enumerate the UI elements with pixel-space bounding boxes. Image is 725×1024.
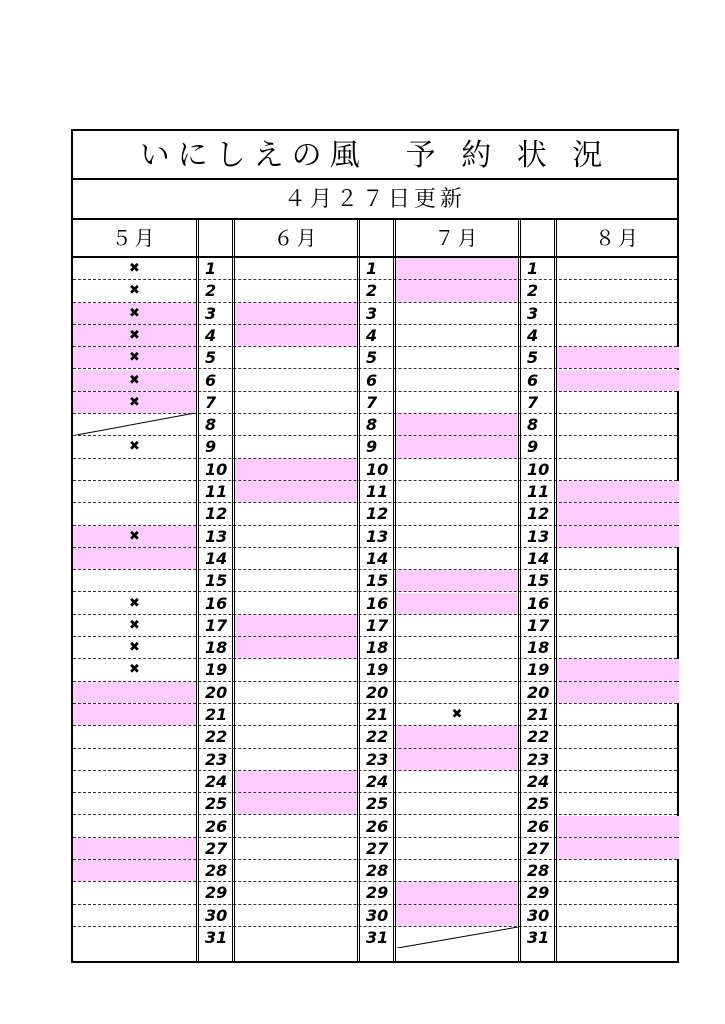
day-number: 8: [366, 415, 378, 435]
update-date: ４月２７日更新: [73, 180, 677, 220]
july-cell: [396, 726, 518, 747]
day-number: 2: [527, 281, 539, 301]
day-number: 16: [205, 593, 228, 613]
day-number: 31: [527, 928, 550, 947]
booked-mark-icon: ✖: [129, 350, 140, 366]
day-number: 28: [366, 861, 389, 881]
may-cell: [73, 659, 196, 680]
july-cell: [396, 749, 518, 770]
august-cell: [557, 481, 679, 502]
day-number: 29: [527, 883, 550, 903]
june-cell: [235, 659, 357, 680]
day-number: 11: [527, 482, 550, 501]
column-divider: [196, 220, 199, 961]
day-number: 31: [205, 928, 228, 947]
june-cell: [235, 593, 357, 614]
day-number: 8: [205, 415, 217, 435]
month-header-row: [73, 220, 677, 258]
day-number: 1: [527, 259, 539, 278]
may-cell: [73, 838, 196, 859]
day-number: 30: [205, 905, 228, 925]
day-number: 26: [527, 816, 550, 836]
day-number: 10: [527, 459, 550, 479]
may-cell: [73, 637, 196, 658]
july-cell: [396, 459, 518, 480]
july-cell: [396, 503, 518, 524]
may-cell: [73, 615, 196, 636]
day-number: 25: [527, 794, 550, 814]
day-number: 30: [366, 905, 389, 925]
day-row: [73, 838, 677, 860]
day-number: 13: [366, 526, 389, 546]
day-number: 19: [527, 660, 550, 680]
day-number: 7: [205, 392, 217, 412]
day-number: 2: [366, 281, 378, 301]
day-row: [73, 436, 677, 458]
june-cell: [235, 927, 357, 948]
day-row: [73, 526, 677, 548]
may-cell: [73, 860, 196, 881]
day-number: 22: [527, 727, 550, 747]
day-number: 8: [527, 415, 539, 435]
may-cell: [73, 503, 196, 524]
august-cell: [557, 347, 679, 368]
day-number: 12: [527, 504, 550, 524]
june-cell: [235, 503, 357, 524]
day-row: [73, 392, 677, 414]
page-title: いにしえの風 予 約 状 況: [73, 131, 677, 180]
august-cell: [557, 280, 679, 301]
may-cell: [73, 258, 196, 279]
july-cell: [396, 370, 518, 391]
august-cell: [557, 882, 679, 903]
august-cell: [557, 726, 679, 747]
day-number: 21: [366, 705, 389, 724]
july-cell: [396, 481, 518, 502]
june-cell: [235, 436, 357, 457]
day-row: [73, 659, 677, 681]
may-cell: [73, 570, 196, 591]
day-number: 3: [527, 303, 539, 323]
july-cell: [396, 325, 518, 346]
day-row: [73, 370, 677, 392]
july-cell: [396, 436, 518, 457]
day-number: 30: [527, 905, 550, 925]
day-number: 4: [366, 325, 378, 345]
june-cell: [235, 749, 357, 770]
day-number: 19: [366, 660, 389, 680]
july-cell: [396, 659, 518, 680]
may-cell: [73, 726, 196, 747]
day-row: [73, 280, 677, 302]
august-cell: [557, 370, 679, 391]
day-number: 1: [366, 259, 378, 278]
day-number: 26: [366, 816, 389, 836]
booked-mark-icon: ✖: [129, 640, 140, 656]
june-cell: [235, 860, 357, 881]
june-cell: [235, 414, 357, 435]
may-cell: [73, 771, 196, 792]
day-number: 29: [205, 883, 228, 903]
may-cell: [73, 704, 196, 725]
june-cell: [235, 637, 357, 658]
day-row: [73, 793, 677, 815]
august-cell: [557, 325, 679, 346]
may-cell: [73, 682, 196, 703]
day-number: 11: [205, 482, 228, 501]
june-cell: [235, 303, 357, 324]
day-number: 23: [205, 749, 228, 769]
may-cell: [73, 414, 196, 435]
july-cell: [396, 414, 518, 435]
july-cell: [396, 905, 518, 926]
june-cell: [235, 392, 357, 413]
july-cell: [396, 816, 518, 837]
august-cell: [557, 771, 679, 792]
day-row: [73, 860, 677, 882]
day-number: 18: [527, 638, 550, 658]
day-number: 27: [366, 838, 389, 858]
june-cell: [235, 704, 357, 725]
month-header-june: ６月: [273, 226, 320, 250]
day-row: [73, 637, 677, 659]
column-divider: [518, 220, 521, 961]
day-number: 20: [366, 682, 389, 702]
day-number: 24: [527, 771, 550, 791]
june-cell: [235, 370, 357, 391]
day-row: [73, 749, 677, 771]
day-number: 21: [527, 705, 550, 724]
june-cell: [235, 682, 357, 703]
day-number: 12: [205, 504, 228, 524]
column-divider: [232, 220, 235, 961]
august-cell: [557, 459, 679, 480]
july-cell: [396, 637, 518, 658]
day-number: 4: [205, 325, 217, 345]
day-number: 16: [366, 593, 389, 613]
day-row: [73, 303, 677, 325]
june-cell: [235, 905, 357, 926]
calendar-grid: [73, 258, 677, 961]
may-cell: [73, 793, 196, 814]
day-number: 12: [366, 504, 389, 524]
day-number: 21: [205, 705, 228, 724]
july-cell: [396, 258, 518, 279]
august-cell: [557, 816, 679, 837]
august-cell: [557, 436, 679, 457]
june-cell: [235, 771, 357, 792]
booked-mark-icon: ✖: [129, 394, 140, 410]
day-number: 18: [366, 638, 389, 658]
august-cell: [557, 749, 679, 770]
august-cell: [557, 659, 679, 680]
day-row: [73, 704, 677, 726]
day-row: [73, 593, 677, 615]
day-number: 7: [527, 392, 539, 412]
july-cell: [396, 303, 518, 324]
day-number: 24: [366, 771, 389, 791]
day-number: 29: [366, 883, 389, 903]
day-number: 25: [205, 794, 228, 814]
may-cell: [73, 816, 196, 837]
day-number: 15: [527, 571, 550, 591]
june-cell: [235, 570, 357, 591]
day-row: [73, 325, 677, 347]
booked-mark-icon: ✖: [129, 662, 140, 678]
day-number: 23: [366, 749, 389, 769]
day-number: 5: [527, 348, 539, 368]
may-cell: [73, 370, 196, 391]
june-cell: [235, 838, 357, 859]
may-cell: [73, 436, 196, 457]
day-number: 31: [366, 928, 389, 947]
day-number: 6: [527, 370, 539, 390]
july-cell: [396, 392, 518, 413]
may-cell: [73, 392, 196, 413]
day-number: 28: [527, 861, 550, 881]
june-cell: [235, 726, 357, 747]
day-number: 11: [366, 482, 389, 501]
july-cell: [396, 526, 518, 547]
day-number: 5: [205, 348, 217, 368]
day-number: 27: [205, 838, 228, 858]
august-cell: [557, 905, 679, 926]
july-cell: [396, 704, 518, 725]
may-cell: [73, 882, 196, 903]
june-cell: [235, 882, 357, 903]
day-number: 4: [527, 325, 539, 345]
may-cell: [73, 548, 196, 569]
day-number: 3: [205, 303, 217, 323]
august-cell: [557, 927, 679, 948]
column-divider: [357, 220, 360, 961]
june-cell: [235, 280, 357, 301]
day-row: [73, 816, 677, 838]
may-cell: [73, 905, 196, 926]
reservation-sheet: [71, 129, 679, 963]
july-cell: [396, 548, 518, 569]
july-cell: [396, 347, 518, 368]
day-number: 22: [205, 727, 228, 747]
july-cell: [396, 615, 518, 636]
may-cell: [73, 303, 196, 324]
day-number: 26: [205, 816, 228, 836]
day-number: 20: [205, 682, 228, 702]
july-cell: [396, 280, 518, 301]
june-cell: [235, 459, 357, 480]
day-number: 14: [366, 548, 389, 568]
month-header-july: ７月: [434, 226, 481, 250]
day-number: 27: [527, 838, 550, 858]
day-row: [73, 682, 677, 704]
august-cell: [557, 526, 679, 547]
booked-mark-icon: ✖: [129, 261, 140, 276]
may-cell: [73, 927, 196, 948]
july-cell: [396, 882, 518, 903]
day-row: [73, 347, 677, 369]
june-cell: [235, 793, 357, 814]
booked-mark-icon: ✖: [129, 305, 140, 321]
july-cell: [396, 838, 518, 859]
august-cell: [557, 793, 679, 814]
day-number: 18: [205, 638, 228, 658]
day-row: [73, 570, 677, 592]
may-cell: [73, 459, 196, 480]
day-number: 13: [527, 526, 550, 546]
day-number: 19: [205, 660, 228, 680]
day-row: [73, 258, 677, 280]
june-cell: [235, 347, 357, 368]
day-number: 15: [205, 571, 228, 591]
booked-mark-icon: ✖: [129, 595, 140, 611]
booked-mark-icon: ✖: [129, 327, 140, 343]
august-cell: [557, 414, 679, 435]
day-number: 3: [366, 303, 378, 323]
july-cell: [396, 593, 518, 614]
day-number: 10: [205, 459, 228, 479]
day-number: 24: [205, 771, 228, 791]
august-cell: [557, 838, 679, 859]
july-cell: [396, 927, 518, 948]
may-cell: [73, 526, 196, 547]
august-cell: [557, 615, 679, 636]
booked-mark-icon: ✖: [451, 707, 463, 722]
june-cell: [235, 481, 357, 502]
day-number: 22: [366, 727, 389, 747]
booked-mark-icon: ✖: [129, 617, 140, 633]
august-cell: [557, 392, 679, 413]
day-number: 7: [366, 392, 378, 412]
day-number: 13: [205, 526, 228, 546]
day-row: [73, 905, 677, 927]
day-number: 9: [205, 437, 217, 457]
column-divider: [393, 220, 396, 961]
august-cell: [557, 860, 679, 881]
may-cell: [73, 593, 196, 614]
booked-mark-icon: ✖: [129, 283, 140, 299]
august-cell: [557, 704, 679, 725]
booked-mark-icon: ✖: [129, 372, 140, 388]
day-number: 20: [527, 682, 550, 702]
booked-mark-icon: ✖: [129, 528, 140, 544]
day-number: 10: [366, 459, 389, 479]
june-cell: [235, 526, 357, 547]
day-number: 28: [205, 861, 228, 881]
day-number: 15: [366, 571, 389, 591]
day-row: [73, 503, 677, 525]
july-cell: [396, 793, 518, 814]
may-cell: [73, 280, 196, 301]
day-row: [73, 771, 677, 793]
day-number: 9: [527, 437, 539, 457]
day-number: 14: [205, 548, 228, 568]
may-cell: [73, 749, 196, 770]
day-number: 6: [205, 370, 217, 390]
day-row: [73, 882, 677, 904]
day-number: 16: [527, 593, 550, 613]
day-row: [73, 927, 677, 949]
july-cell: [396, 771, 518, 792]
day-number: 25: [366, 794, 389, 814]
may-cell: [73, 347, 196, 368]
august-cell: [557, 637, 679, 658]
day-number: 17: [205, 615, 228, 635]
day-number: 2: [205, 281, 217, 301]
day-row: [73, 726, 677, 748]
day-number: 1: [205, 259, 217, 278]
day-number: 17: [366, 615, 389, 635]
day-number: 23: [527, 749, 550, 769]
june-cell: [235, 816, 357, 837]
booked-mark-icon: ✖: [129, 439, 140, 455]
day-row: [73, 548, 677, 570]
may-cell: [73, 325, 196, 346]
day-row: [73, 481, 677, 503]
day-number: 17: [527, 615, 550, 635]
day-number: 9: [366, 437, 378, 457]
day-number: 5: [366, 348, 378, 368]
june-cell: [235, 325, 357, 346]
august-cell: [557, 303, 679, 324]
july-cell: [396, 682, 518, 703]
june-cell: [235, 615, 357, 636]
july-cell: [396, 860, 518, 881]
august-cell: [557, 682, 679, 703]
month-header-may: ５月: [111, 226, 158, 250]
column-divider: [554, 220, 557, 961]
august-cell: [557, 258, 679, 279]
august-cell: [557, 570, 679, 591]
august-cell: [557, 548, 679, 569]
day-number: 6: [366, 370, 378, 390]
august-cell: [557, 503, 679, 524]
june-cell: [235, 548, 357, 569]
june-cell: [235, 258, 357, 279]
day-row: [73, 615, 677, 637]
day-row: [73, 459, 677, 481]
august-cell: [557, 593, 679, 614]
month-header-august: ８月: [595, 226, 641, 250]
may-cell: [73, 481, 196, 502]
day-row: [73, 414, 677, 436]
july-cell: [396, 570, 518, 591]
day-number: 14: [527, 548, 550, 568]
